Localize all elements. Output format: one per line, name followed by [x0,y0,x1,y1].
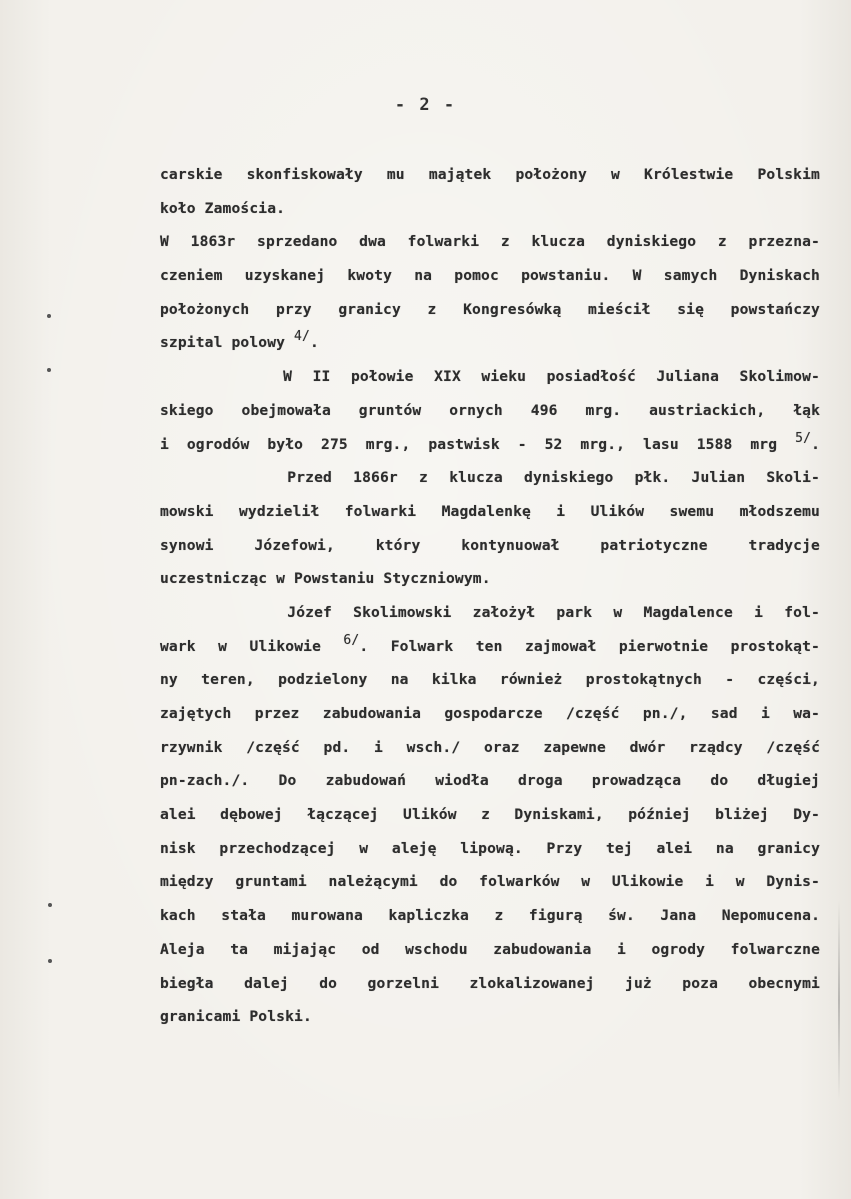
text-line-content: Józef Skolimowski założył park w Magdalence i fol- [160,603,820,621]
text-line-content: położonych przy granicy z Kongresówką mieścił się powstańczy [160,300,820,318]
text-line [160,259,820,293]
text-line [160,529,820,563]
text-line [160,731,820,765]
margin-dot [47,314,51,318]
margin-dot [47,368,51,372]
text-line [160,428,820,462]
text-line [160,1000,820,1034]
text-line-content: Przed 1866r z klucza dyniskiego płk. Julian Skoli- [160,469,820,487]
text-line-content: W 1863r sprzedano dwa folwarki z klucza dyniskiego z przezna- [160,233,820,251]
text-line [160,630,820,664]
text-line [160,461,820,495]
text-line-content: rzywnik /część pd. i wsch./ oraz zapewne dwór rządcy /część [160,738,820,756]
text-line [160,832,820,866]
text-line [160,899,820,933]
page-number: - 2 - [394,95,457,115]
text-line [160,865,820,899]
text-line-content: synowi Józefowi, który kontynuował patriotyczne tradycje [160,536,820,554]
text-line-continuation: . [310,334,319,352]
paper-crease [838,900,840,1100]
text-line-continuation: . Folwark ten zajmował pierwotnie prostokąt- [359,637,820,655]
text-line-content: alei dębowej łączącej Ulików z Dyniskami, później bliżej Dy- [160,806,820,824]
text-line [160,495,820,529]
footnote-reference: 6/ [343,632,360,648]
text-line [160,697,820,731]
text-line-content: między gruntami należącymi do folwarków w Ulikowie i w Dynis- [160,873,820,891]
text-line [160,596,820,630]
text-line [160,326,820,360]
text-line-content: koło Zamościa. [160,199,286,217]
text-line-content: wark w Ulikowie [160,637,344,655]
text-line-content: czeniem uzyskanej kwoty na pomoc powstaniu. W samych Dyniskach [160,267,820,285]
text-line [160,158,820,192]
text-line-content: mowski wydzielił folwarki Magdalenkę i Ulików swemu młodszemu [160,502,820,520]
body-text [160,158,820,1034]
text-line-content: i ogrodów było 275 mrg., pastwisk - 52 mrg., lasu 1588 mrg [160,435,796,453]
text-line-content: kach stała murowana kapliczka z figurą św. Jana Nepomucena. [160,907,820,925]
text-line [160,764,820,798]
text-line-continuation: . [811,435,820,453]
text-line [160,225,820,259]
text-line-content: Aleja ta mijając od wschodu zabudowania i ogrody folwarczne [160,940,820,958]
text-line [160,562,820,596]
text-line [160,360,820,394]
text-line-content: carskie skonfiskowały mu majątek położony w Królestwie Polskim [160,166,820,183]
margin-dot [48,903,52,907]
text-line [160,933,820,967]
text-line-content: biegła dalej do gorzelni zlokalizowanej już poza obecnymi [160,974,820,992]
text-line [160,293,820,327]
text-line-content: ny teren, podzielony na kilka również prostokątnych - części, [160,671,820,689]
text-line-content: nisk przechodzącej w aleję lipową. Przy tej alei na granicy [160,839,820,857]
text-line [160,967,820,1001]
text-line-content: pn-zach./. Do zabudowań wiodła droga prowadząca do długiej [160,772,820,790]
footnote-reference: 4/ [294,329,311,345]
footnote-reference: 5/ [795,430,812,446]
text-line-content: uczestnicząc w Powstaniu Styczniowym. [160,570,491,588]
text-line-content: W II połowie XIX wieku posiadłość Juliana Skolimow- [160,368,820,386]
text-line [160,798,820,832]
text-line-content: szpital polowy [160,334,295,352]
text-line [160,192,820,226]
text-line [160,394,820,428]
text-line-content: skiego obejmowała gruntów ornych 496 mrg. austriackich, łąk [160,401,820,419]
margin-dot [48,959,52,963]
text-line-content: zajętych przez zabudowania gospodarcze /część pn./, sad i wa- [160,705,820,722]
text-line [160,663,820,697]
text-line-content: granicami Polski. [160,1008,312,1026]
